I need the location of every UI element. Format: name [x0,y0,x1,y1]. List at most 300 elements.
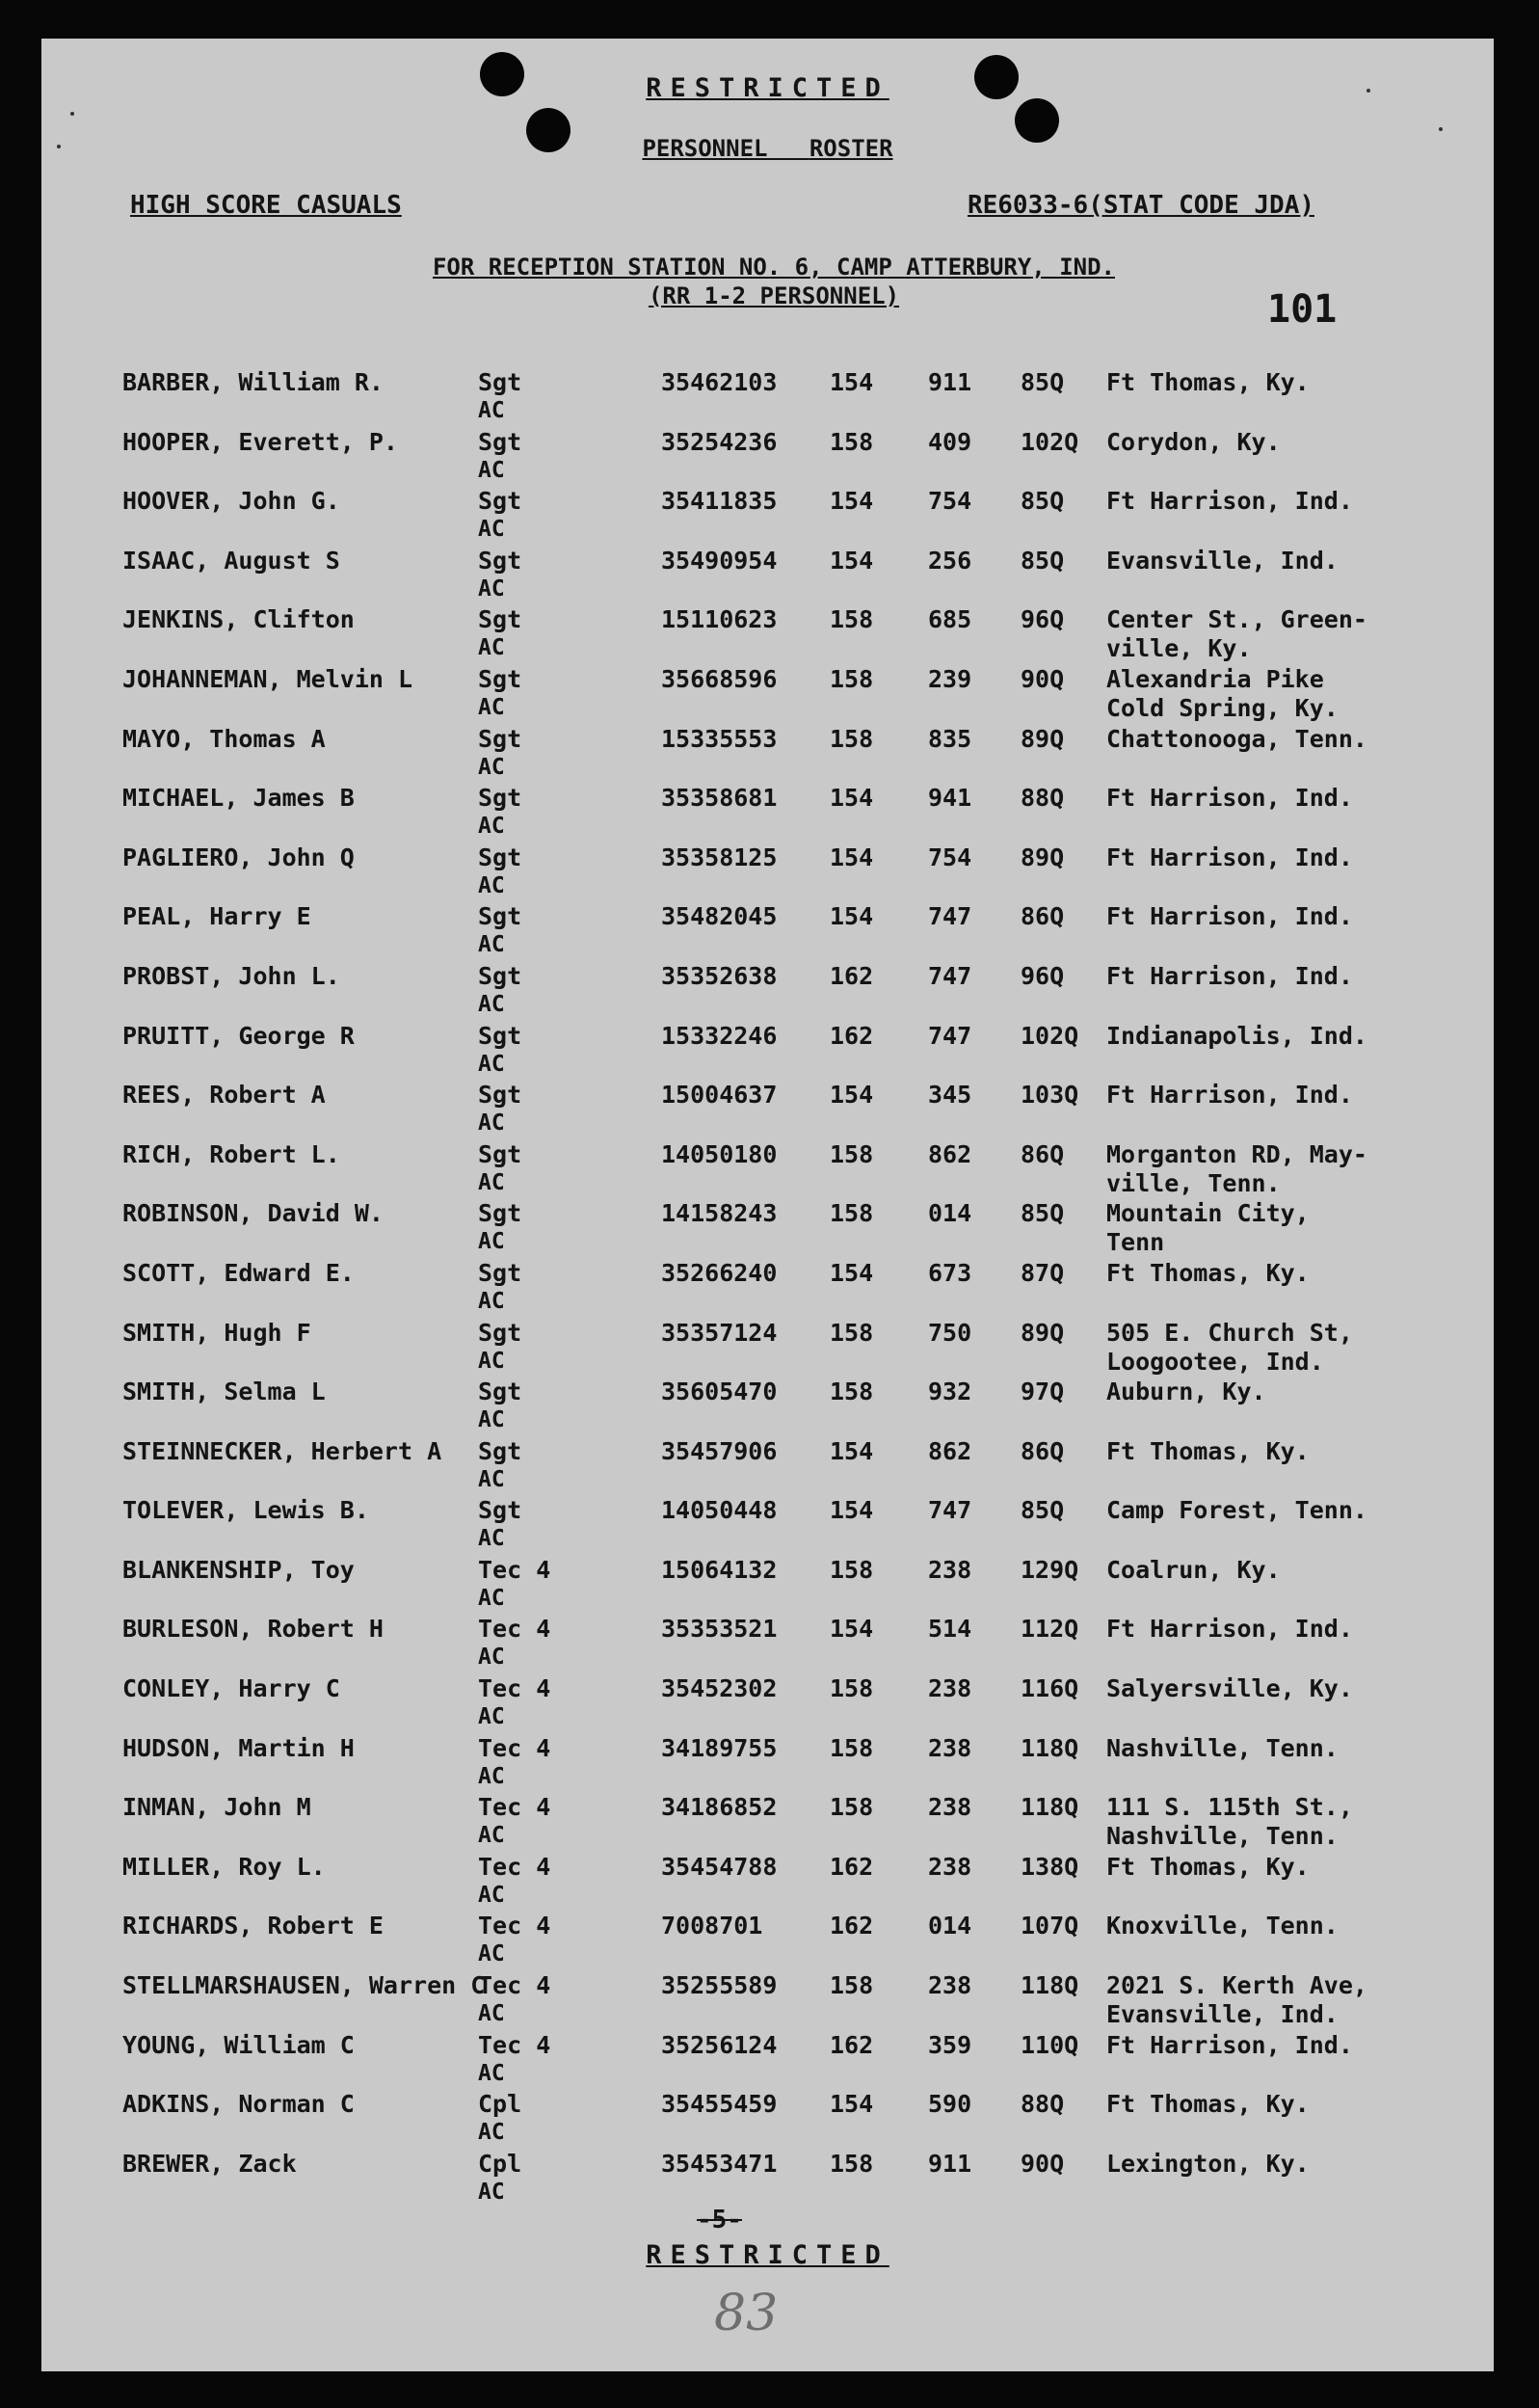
score: 86Q [1021,1436,1065,1465]
address-line-1: Ft Harrison, Ind. [1106,902,1353,931]
person-name: HOOVER, John G. [122,487,340,516]
serial-number: 35357124 [661,1318,778,1347]
address [1106,1081,1353,1110]
code-a: 158 [830,1318,874,1347]
code-b: 238 [928,1971,972,2000]
roster-row [41,1496,1494,1556]
person-name: BLANKENSHIP, Toy [122,1555,355,1584]
roster-row [41,1615,1494,1674]
address [1106,368,1310,397]
roster-row [41,1140,1494,1200]
branch: AC [478,1348,505,1374]
address [1106,843,1353,872]
grade: Sgt [478,664,522,693]
station-line: FOR RECEPTION STATION NO. 6, CAMP ATTERBURY, IND. [432,254,1115,281]
address [1106,1319,1353,1377]
roster-title-left: PERSONNEL [642,135,768,162]
address-line-1: Alexandria Pike [1106,664,1324,693]
grade: Sgt [478,1378,522,1406]
code-a: 162 [830,1912,874,1940]
code-a: 154 [830,1081,874,1110]
address [1106,547,1339,575]
grade: Tec 4 [478,1555,551,1584]
address-line-1: Ft Thomas, Ky. [1106,1852,1310,1881]
serial-number: 14158243 [661,1199,778,1228]
branch: AC [478,1169,505,1195]
roster-row [41,843,1494,903]
address [1106,1615,1353,1644]
code-b: 014 [928,1912,972,1940]
person-name: REES, Robert A [122,1081,326,1110]
code-a: 158 [830,1674,874,1703]
code-a: 162 [830,2030,874,2059]
code-a: 162 [830,961,874,990]
score: 89Q [1021,1318,1065,1347]
score: 112Q [1021,1615,1079,1644]
score: 85Q [1021,1199,1065,1228]
code-a: 154 [830,1436,874,1465]
address-line-2: ville, Tenn. [1106,1168,1281,1197]
serial-number: 35255589 [661,1971,778,2000]
address-line-1: Ft Harrison, Ind. [1106,784,1353,813]
code-a: 158 [830,2149,874,2178]
score: 89Q [1021,843,1065,871]
grade: Tec 4 [478,1852,551,1881]
branch: AC [478,517,505,543]
serial-number: 35353521 [661,1615,778,1644]
person-name: MICHAEL, James B [122,784,355,813]
branch: AC [478,1585,505,1611]
address-line-1: Center St., Green- [1106,605,1367,634]
address [1106,2090,1310,2119]
grade: Tec 4 [478,1733,551,1762]
address-line-2: Loogootee, Ind. [1106,1347,1324,1376]
address [1106,962,1353,991]
address [1106,605,1367,663]
code-b: 747 [928,902,972,931]
code-b: 754 [928,487,972,516]
branch: AC [478,1763,505,1789]
code-b: 747 [928,1021,972,1050]
code-a: 154 [830,1496,874,1525]
address-line-1: Ft Harrison, Ind. [1106,2030,1353,2059]
score: 102Q [1021,427,1079,456]
branch: AC [478,398,505,423]
grade: Sgt [478,1436,522,1465]
code-b: 673 [928,1258,972,1287]
person-name: JOHANNEMAN, Melvin L [122,664,413,693]
address-line-1: 505 E. Church St, [1106,1318,1353,1347]
code-a: 158 [830,1971,874,2000]
personnel-line: (RR 1-2 PERSONNEL) [648,282,900,309]
score: 107Q [1021,1912,1079,1940]
branch: AC [478,1526,505,1552]
score: 86Q [1021,902,1065,931]
branch: AC [478,457,505,483]
branch: AC [478,814,505,840]
roster-list [41,368,1494,2208]
serial-number: 35452302 [661,1674,778,1703]
grade: Sgt [478,1081,522,1110]
person-name: BURLESON, Robert H [122,1615,384,1644]
roster-row [41,2090,1494,2150]
code-b: 750 [928,1318,972,1347]
person-name: STELLMARSHAUSEN, Warren C [122,1971,486,2000]
branch: AC [478,1110,505,1137]
branch: AC [478,1882,505,1908]
address [1106,1496,1367,1525]
grade: Tec 4 [478,1793,551,1822]
code-a: 154 [830,843,874,871]
person-name: PEAL, Harry E [122,902,311,931]
serial-number: 7008701 [661,1912,763,1940]
serial-number: 15110623 [661,605,778,634]
grade: Tec 4 [478,1615,551,1644]
branch: AC [478,2001,505,2027]
score: 118Q [1021,1793,1079,1822]
serial-number: 35454788 [661,1852,778,1881]
roster-row [41,1437,1494,1497]
address [1106,1259,1310,1288]
serial-number: 15335553 [661,724,778,753]
score: 90Q [1021,2149,1065,2178]
roster-row [41,784,1494,843]
serial-number: 34189755 [661,1733,778,1762]
code-a: 158 [830,1555,874,1584]
code-b: 862 [928,1139,972,1168]
grade: Sgt [478,1496,522,1525]
serial-number: 15064132 [661,1555,778,1584]
restricted-footer: RESTRICTED [646,2240,889,2270]
person-name: ROBINSON, David W. [122,1199,384,1228]
roster-row [41,1199,1494,1259]
code-b: 862 [928,1436,972,1465]
score: 118Q [1021,1733,1079,1762]
serial-number: 35462103 [661,368,778,396]
code-a: 154 [830,784,874,813]
address-line-1: Coalrun, Ky. [1106,1555,1281,1584]
grade: Sgt [478,1139,522,1168]
code-a: 158 [830,1199,874,1228]
serial-number: 35453471 [661,2149,778,2178]
score: 110Q [1021,2030,1079,2059]
person-name: SCOTT, Edward E. [122,1258,355,1287]
score: 89Q [1021,724,1065,753]
address-line-1: 2021 S. Kerth Ave, [1106,1971,1367,2000]
serial-number: 35254236 [661,427,778,456]
address-line-1: Evansville, Ind. [1106,546,1339,575]
roster-title-right: ROSTER [809,135,893,162]
serial-number: 14050448 [661,1496,778,1525]
code-a: 158 [830,427,874,456]
score: 85Q [1021,487,1065,516]
serial-number: 14050180 [661,1139,778,1168]
roster-row [41,1081,1494,1140]
address [1106,1199,1310,1257]
roster-row [41,1319,1494,1378]
person-name: JENKINS, Clifton [122,605,355,634]
branch: AC [478,932,505,958]
ink-speck [70,112,74,116]
grade: Sgt [478,724,522,753]
branch: AC [478,2179,505,2205]
code-b: 239 [928,664,972,693]
code-b: 590 [928,2090,972,2119]
code-a: 154 [830,2090,874,2119]
code-a: 158 [830,724,874,753]
person-name: MAYO, Thomas A [122,724,326,753]
roster-row [41,2150,1494,2209]
score: 118Q [1021,1971,1079,2000]
address-line-1: Ft Harrison, Ind. [1106,961,1353,990]
person-name: PRUITT, George R [122,1021,355,1050]
branch: AC [478,2060,505,2086]
code-b: 238 [928,1674,972,1703]
code-b: 747 [928,961,972,990]
grade: Sgt [478,427,522,456]
branch: AC [478,1466,505,1492]
roster-page [41,39,1494,2371]
serial-number: 35482045 [661,902,778,931]
person-name: RICHARDS, Robert E [122,1912,384,1940]
score: 102Q [1021,1021,1079,1050]
code-a: 154 [830,546,874,575]
branch: AC [478,694,505,720]
serial-number: 35490954 [661,546,778,575]
roster-row [41,962,1494,1022]
code-a: 154 [830,1258,874,1287]
person-name: MILLER, Roy L. [122,1852,326,1881]
branch: AC [478,1051,505,1077]
address [1106,2150,1310,2179]
serial-number: 35668596 [661,664,778,693]
address-line-1: Ft Thomas, Ky. [1106,2090,1310,2119]
code-b: 238 [928,1733,972,1762]
score: 103Q [1021,1081,1079,1110]
grade: Tec 4 [478,1674,551,1703]
person-name: PAGLIERO, John Q [122,843,355,871]
group-title: HIGH SCORE CASUALS [130,191,402,220]
address [1106,1971,1367,2029]
address-line-2: Tenn [1106,1228,1165,1257]
score: 88Q [1021,784,1065,813]
address-line-1: Ft Thomas, Ky. [1106,368,1310,396]
grade: Sgt [478,961,522,990]
address-line-1: Camp Forest, Tenn. [1106,1496,1367,1525]
roster-row [41,547,1494,606]
roster-row [41,1793,1494,1853]
address-line-1: Morganton RD, May- [1106,1139,1367,1168]
branch: AC [478,1704,505,1730]
score: 116Q [1021,1674,1079,1703]
roster-row [41,1734,1494,1794]
address-line-1: Nashville, Tenn. [1106,1733,1339,1762]
person-name: RICH, Robert L. [122,1139,340,1168]
address [1106,1378,1266,1406]
address [1106,1140,1367,1198]
address [1106,1793,1353,1851]
serial-number: 35266240 [661,1258,778,1287]
serial-number: 34186852 [661,1793,778,1822]
roster-row [41,605,1494,665]
person-name: TOLEVER, Lewis B. [122,1496,369,1525]
code-b: 359 [928,2030,972,2059]
address-line-2: Cold Spring, Ky. [1106,693,1339,722]
grade: Sgt [478,368,522,396]
roster-row [41,1378,1494,1437]
serial-number: 35457906 [661,1436,778,1465]
code-a: 154 [830,368,874,396]
code-b: 345 [928,1081,972,1110]
roster-row [41,1912,1494,1971]
branch: AC [478,1407,505,1433]
address-line-1: Ft Harrison, Ind. [1106,843,1353,871]
grade: Sgt [478,902,522,931]
code-a: 154 [830,902,874,931]
person-name: INMAN, John M [122,1793,311,1822]
address-line-1: Knoxville, Tenn. [1106,1912,1339,1940]
grade: Cpl [478,2090,522,2119]
address [1106,1912,1339,1940]
serial-number: 35352638 [661,961,778,990]
address-line-1: Ft Harrison, Ind. [1106,487,1353,516]
branch: AC [478,1823,505,1849]
person-name: SMITH, Hugh F [122,1318,311,1347]
address-line-1: Auburn, Ky. [1106,1378,1266,1406]
person-name: STEINNECKER, Herbert A [122,1436,442,1465]
serial-number: 35358125 [661,843,778,871]
grade: Sgt [478,784,522,813]
address [1106,1437,1310,1466]
address-line-2: Nashville, Tenn. [1106,1822,1339,1851]
branch: AC [478,2120,505,2146]
person-name: YOUNG, William C [122,2030,355,2059]
address-line-1: Lexington, Ky. [1106,2149,1310,2178]
code-a: 154 [830,487,874,516]
code-a: 158 [830,664,874,693]
address [1106,1853,1310,1882]
code-b: 932 [928,1378,972,1406]
person-name: PROBST, John L. [122,961,340,990]
stat-code: RE6033-6(STAT CODE JDA) [967,191,1314,220]
code-a: 158 [830,1139,874,1168]
branch: AC [478,991,505,1017]
address-line-1: Indianapolis, Ind. [1106,1021,1367,1050]
address [1106,725,1367,754]
roster-row [41,1022,1494,1082]
serial-number: 35605470 [661,1378,778,1406]
score: 129Q [1021,1555,1079,1584]
roster-row [41,665,1494,725]
serial-number: 35411835 [661,487,778,516]
roster-row [41,1853,1494,1913]
grade: Sgt [478,546,522,575]
code-b: 238 [928,1852,972,1881]
score: 96Q [1021,605,1065,634]
folio-number: 101 [1267,287,1338,332]
code-b: 238 [928,1555,972,1584]
address-line-1: Ft Thomas, Ky. [1106,1258,1310,1287]
page-number: -5- [697,2206,742,2234]
branch: AC [478,1941,505,1967]
grade: Tec 4 [478,1912,551,1940]
branch: AC [478,872,505,898]
address-line-1: Ft Harrison, Ind. [1106,1615,1353,1644]
code-a: 162 [830,1852,874,1881]
code-a: 158 [830,1378,874,1406]
roster-row [41,1556,1494,1616]
code-b: 835 [928,724,972,753]
code-b: 754 [928,843,972,871]
roster-row [41,902,1494,962]
branch: AC [478,635,505,661]
address [1106,665,1339,723]
code-b: 014 [928,1199,972,1228]
address-line-1: Corydon, Ky. [1106,427,1281,456]
ink-speck [1439,127,1443,131]
person-name: SMITH, Selma L [122,1378,326,1406]
serial-number: 35455459 [661,2090,778,2119]
serial-number: 15004637 [661,1081,778,1110]
person-name: BARBER, William R. [122,368,384,396]
person-name: HOOPER, Everett, P. [122,427,398,456]
roster-row [41,428,1494,488]
code-b: 941 [928,784,972,813]
grade: Sgt [478,1199,522,1228]
person-name: ISAAC, August S [122,546,340,575]
roster-row [41,2031,1494,2091]
roster-row [41,1971,1494,2031]
score: 96Q [1021,961,1065,990]
address-line-1: Ft Harrison, Ind. [1106,1081,1353,1110]
roster-title [41,135,1494,162]
code-a: 158 [830,1733,874,1762]
grade: Sgt [478,1318,522,1347]
score: 87Q [1021,1258,1065,1287]
score: 85Q [1021,1496,1065,1525]
serial-number: 15332246 [661,1021,778,1050]
address [1106,487,1353,516]
code-b: 256 [928,546,972,575]
station-heading [379,253,1169,310]
branch: AC [478,1229,505,1255]
address [1106,902,1353,931]
address [1106,428,1281,457]
code-b: 747 [928,1496,972,1525]
score: 85Q [1021,546,1065,575]
address-line-1: Mountain City, [1106,1199,1310,1228]
grade: Sgt [478,1258,522,1287]
roster-row [41,1259,1494,1319]
grade: Sgt [478,1021,522,1050]
person-name: HUDSON, Martin H [122,1733,355,1762]
grade: Sgt [478,843,522,871]
address [1106,1734,1339,1763]
grade: Cpl [478,2149,522,2178]
grade: Tec 4 [478,1971,551,2000]
address [1106,1556,1281,1585]
handwritten-number: 83 [714,2285,779,2342]
address [1106,1022,1367,1051]
serial-number: 35358681 [661,784,778,813]
roster-row [41,725,1494,785]
address-line-1: Salyersville, Ky. [1106,1674,1353,1703]
restricted-header: RESTRICTED [646,73,889,103]
code-b: 514 [928,1615,972,1644]
branch: AC [478,1645,505,1671]
address-line-1: 111 S. 115th St., [1106,1793,1353,1822]
roster-row [41,487,1494,547]
